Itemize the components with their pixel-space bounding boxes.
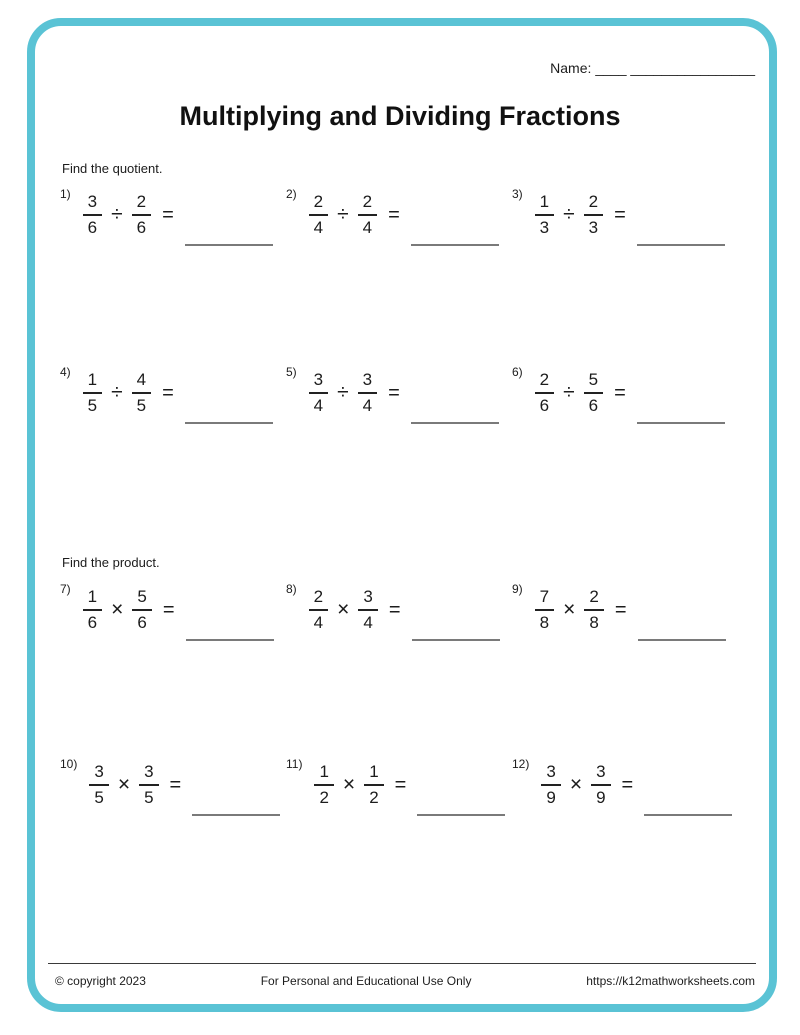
problem-10 [60, 757, 280, 810]
denominator: 4 [362, 396, 373, 415]
numerator: 3 [358, 370, 377, 394]
fraction [535, 192, 554, 237]
fraction [535, 587, 554, 632]
problem-4 [60, 365, 273, 418]
name-label: Name: [550, 60, 592, 76]
fraction [83, 192, 102, 237]
problem-number: 7) [60, 582, 71, 596]
denominator: 6 [137, 613, 147, 632]
numerator: 3 [541, 762, 560, 786]
problem-number: 11) [286, 757, 303, 771]
numerator: 1 [83, 587, 102, 611]
denominator: 5 [144, 788, 154, 807]
fraction [535, 370, 554, 415]
numerator: 3 [89, 762, 108, 786]
problem-number: 9) [512, 582, 523, 596]
answer-blank[interactable] [192, 814, 280, 816]
fraction [584, 192, 603, 237]
denominator: 4 [363, 613, 373, 632]
problem-7 [60, 582, 274, 635]
answer-blank[interactable] [186, 639, 274, 641]
denominator: 9 [546, 788, 556, 807]
denominator: 5 [136, 396, 147, 415]
multiply-sign: × [337, 598, 350, 621]
denominator: 6 [588, 396, 599, 415]
answer-blank[interactable] [185, 244, 273, 246]
equals-sign: = [388, 381, 400, 404]
numerator: 1 [314, 762, 333, 786]
fraction [83, 370, 102, 415]
fraction [132, 192, 151, 237]
numerator: 2 [132, 192, 151, 216]
equals-sign: = [162, 381, 174, 404]
numerator: 5 [132, 587, 151, 611]
equals-sign: = [388, 203, 400, 226]
multiply-sign: × [342, 773, 356, 796]
denominator: 8 [539, 613, 550, 632]
numerator: 3 [83, 192, 102, 216]
divide-sign: ÷ [563, 203, 575, 226]
footer-website-url: https://k12mathworksheets.com [586, 974, 755, 988]
section-heading-quotient: Find the quotient. [62, 161, 163, 176]
numerator: 2 [584, 587, 603, 611]
problem-number: 5) [286, 365, 297, 379]
problem-12 [512, 757, 732, 810]
equals-sign: = [614, 203, 626, 226]
fraction [584, 587, 603, 632]
multiply-sign: × [111, 598, 124, 621]
answer-blank[interactable] [411, 244, 499, 246]
numerator: 2 [535, 370, 554, 394]
problem-number: 2) [286, 187, 297, 201]
numerator: 5 [584, 370, 603, 394]
denominator: 4 [362, 218, 373, 237]
problem-8 [286, 582, 500, 635]
multiply-sign: × [563, 598, 576, 621]
name-blank-line[interactable]: ____ ________________ [595, 60, 755, 76]
answer-blank[interactable] [637, 422, 725, 424]
denominator: 4 [313, 613, 324, 632]
fraction [309, 192, 328, 237]
denominator: 5 [87, 396, 98, 415]
numerator: 2 [309, 587, 328, 611]
answer-blank[interactable] [637, 244, 725, 246]
name-field[interactable] [550, 60, 755, 76]
numerator: 2 [584, 192, 603, 216]
numerator: 2 [358, 192, 377, 216]
footer [55, 974, 755, 988]
problem-6 [512, 365, 725, 418]
fraction [139, 762, 158, 807]
denominator: 6 [136, 218, 147, 237]
equals-sign: = [614, 598, 627, 621]
fraction [89, 762, 108, 807]
fraction [314, 762, 333, 807]
numerator: 3 [139, 762, 158, 786]
answer-blank[interactable] [185, 422, 273, 424]
denominator: 4 [313, 396, 324, 415]
equals-sign: = [162, 598, 175, 621]
answer-blank[interactable] [412, 639, 500, 641]
numerator: 3 [309, 370, 328, 394]
denominator: 3 [588, 218, 599, 237]
fraction [83, 587, 102, 632]
denominator: 8 [589, 613, 599, 632]
divide-sign: ÷ [337, 381, 349, 404]
numerator: 4 [132, 370, 151, 394]
footer-usage-note: For Personal and Educational Use Only [260, 974, 472, 988]
fraction [309, 370, 328, 415]
denominator: 6 [539, 396, 550, 415]
equals-sign: = [621, 773, 634, 796]
divide-sign: ÷ [337, 203, 349, 226]
problem-number: 4) [60, 365, 71, 379]
problem-number: 10) [60, 757, 78, 771]
denominator: 5 [94, 788, 104, 807]
problem-5 [286, 365, 499, 418]
numerator: 3 [591, 762, 610, 786]
fraction [358, 587, 377, 632]
denominator: 6 [87, 613, 98, 632]
denominator: 3 [539, 218, 550, 237]
equals-sign: = [614, 381, 626, 404]
numerator: 1 [83, 370, 102, 394]
denominator: 4 [313, 218, 324, 237]
fraction [132, 587, 151, 632]
answer-blank[interactable] [417, 814, 505, 816]
problem-number: 6) [512, 365, 523, 379]
answer-blank[interactable] [411, 422, 499, 424]
answer-blank[interactable] [638, 639, 726, 641]
footer-divider [48, 963, 756, 964]
denominator: 2 [369, 788, 379, 807]
answer-blank[interactable] [644, 814, 732, 816]
problem-2 [286, 187, 499, 240]
fraction [358, 192, 377, 237]
equals-sign: = [388, 598, 401, 621]
multiply-sign: × [569, 773, 583, 796]
denominator: 6 [87, 218, 98, 237]
denominator: 9 [596, 788, 606, 807]
page-title: Multiplying and Dividing Fractions [179, 101, 621, 131]
numerator: 7 [535, 587, 554, 611]
problem-number: 3) [512, 187, 523, 201]
equals-sign: = [394, 773, 407, 796]
fraction [364, 762, 383, 807]
problem-number: 1) [60, 187, 71, 201]
divide-sign: ÷ [563, 381, 575, 404]
equals-sign: = [162, 203, 174, 226]
fraction [541, 762, 560, 807]
problem-1 [60, 187, 273, 240]
numerator: 1 [364, 762, 383, 786]
fraction [591, 762, 610, 807]
numerator: 3 [358, 587, 377, 611]
problem-11 [286, 757, 505, 810]
multiply-sign: × [117, 773, 131, 796]
problem-number: 12) [512, 757, 530, 771]
section-heading-product: Find the product. [62, 555, 160, 570]
fraction [584, 370, 603, 415]
fraction [132, 370, 151, 415]
fraction [309, 587, 328, 632]
problem-number: 8) [286, 582, 297, 596]
problem-9 [512, 582, 726, 635]
equals-sign: = [169, 773, 182, 796]
numerator: 1 [535, 192, 554, 216]
footer-copyright: © copyright 2023 [55, 974, 146, 988]
problem-3 [512, 187, 725, 240]
numerator: 2 [309, 192, 328, 216]
divide-sign: ÷ [111, 203, 123, 226]
denominator: 2 [319, 788, 329, 807]
divide-sign: ÷ [111, 381, 123, 404]
fraction [358, 370, 377, 415]
